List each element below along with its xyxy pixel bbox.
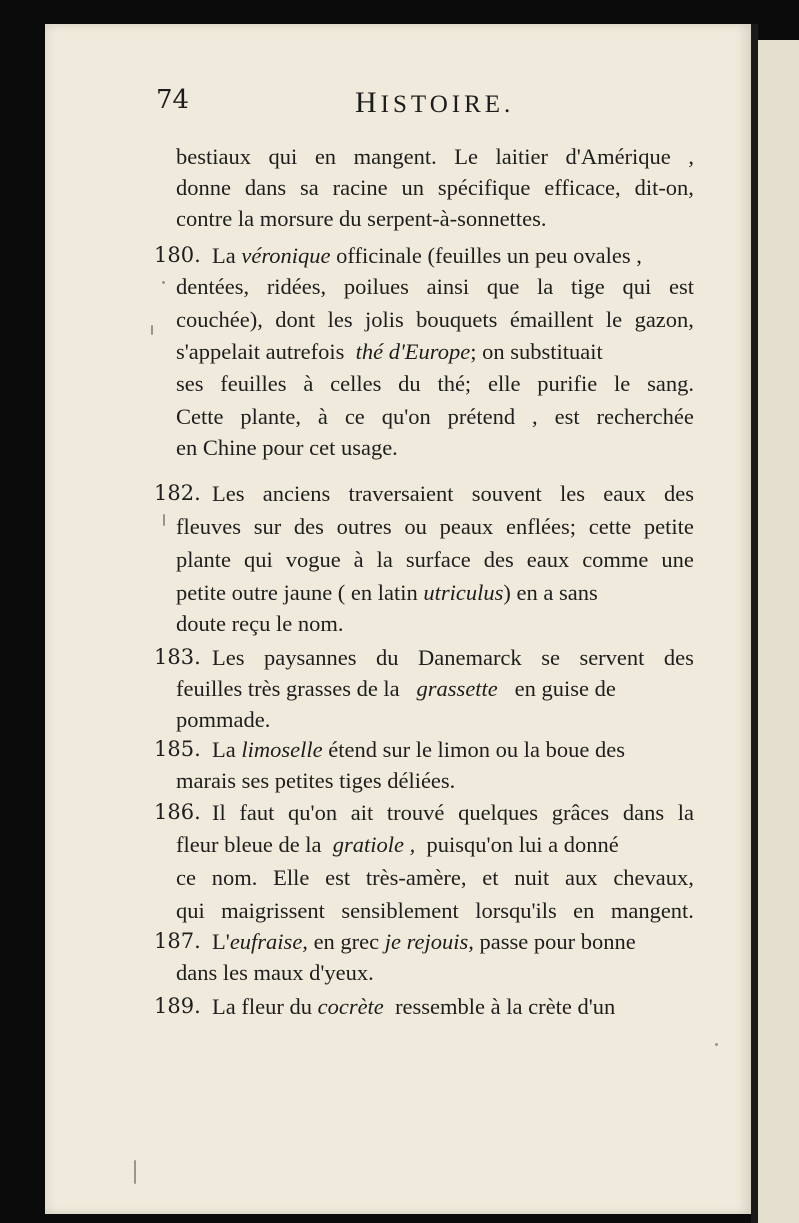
word: mangent.	[353, 144, 437, 169]
word: purifie	[537, 371, 598, 396]
word: se	[541, 645, 560, 670]
text-line	[212, 926, 694, 957]
word: la	[537, 274, 554, 299]
word: ressemble à la crète d'un	[395, 994, 616, 1019]
word: chevaux,	[613, 865, 694, 890]
word: très-amère,	[365, 865, 467, 890]
word: les	[559, 481, 585, 506]
word: sang.	[647, 371, 694, 396]
word: ce	[176, 865, 196, 890]
word: dans	[244, 175, 287, 200]
word: étend sur le limon ou la boue des	[328, 737, 626, 762]
word: à	[303, 371, 314, 396]
word: trouvé	[386, 800, 445, 825]
word: dont	[275, 307, 316, 332]
word: couchée),	[176, 307, 263, 332]
text-line	[176, 577, 694, 608]
text-line: marais ses petites tiges déliées.	[176, 768, 456, 793]
word: feuilles	[220, 371, 287, 396]
word: L'	[212, 929, 230, 954]
text-line	[176, 172, 694, 203]
text-line	[212, 734, 694, 765]
word: un	[401, 175, 425, 200]
word: outres	[336, 514, 392, 539]
word: qu'on	[381, 404, 431, 429]
entry-number: 189.	[154, 994, 201, 1018]
word: officinale (feuilles un peu ovales ,	[336, 243, 642, 268]
entry-number: 182.	[154, 481, 201, 505]
word: des	[663, 645, 694, 670]
word: les	[327, 307, 353, 332]
word: dit-on,	[634, 175, 694, 200]
italic-term: utriculus	[423, 580, 504, 605]
word: ainsi	[426, 274, 470, 299]
text-line	[176, 544, 694, 575]
word: en	[314, 144, 337, 169]
word: émaillent	[509, 307, 594, 332]
word: d'Amérique	[565, 144, 671, 169]
page-number: 74	[156, 85, 190, 115]
entry-number: 180.	[154, 243, 201, 267]
word: recherchée	[596, 404, 694, 429]
text-line	[176, 511, 694, 542]
word: peaux	[439, 514, 494, 539]
entry-number: 187.	[154, 929, 201, 953]
text-line	[176, 368, 694, 399]
text-line: pommade.	[176, 707, 271, 732]
word: est	[325, 865, 351, 890]
text-line: en Chine pour cet usage.	[176, 435, 398, 460]
text-line	[212, 797, 694, 828]
text-line	[212, 991, 694, 1022]
word: le	[614, 371, 631, 396]
text-line	[176, 673, 694, 704]
word: ,	[688, 144, 694, 169]
word: gazon,	[634, 307, 694, 332]
paper-speck	[134, 1160, 136, 1184]
italic-term: grassette	[416, 676, 498, 701]
word: petite outre jaune ( en latin	[176, 580, 418, 605]
word: Les	[212, 481, 245, 506]
text-line: doute reçu le nom.	[176, 611, 344, 636]
text-line	[176, 141, 694, 172]
italic-term: je rejouis,	[384, 929, 474, 954]
word: aux	[565, 865, 598, 890]
word: bestiaux	[176, 144, 251, 169]
word: du	[375, 645, 399, 670]
word: à	[317, 404, 328, 429]
word: qu'on	[288, 800, 338, 825]
word: Il	[212, 800, 226, 825]
word: vogue	[285, 547, 341, 572]
word: jolis	[365, 307, 404, 332]
word: qui	[268, 144, 298, 169]
word: puisqu'on lui a donné	[426, 832, 619, 857]
word: paysannes	[264, 645, 357, 670]
word: poilues	[343, 274, 409, 299]
text-line	[176, 895, 694, 926]
word: nom.	[211, 865, 258, 890]
word: Elle	[273, 865, 310, 890]
word: plante	[176, 547, 231, 572]
word: souvent	[471, 481, 542, 506]
word: Danemarck	[417, 645, 522, 670]
word: du	[398, 371, 421, 396]
word: Les	[212, 645, 245, 670]
word: efficace,	[544, 175, 621, 200]
word: en guise de	[514, 676, 616, 701]
italic-term: véronique	[241, 243, 331, 268]
word: lorsqu'ils	[475, 898, 557, 923]
word: elle	[487, 371, 521, 396]
word: petite	[643, 514, 694, 539]
running-head-initial: H	[355, 86, 381, 119]
word: fleur bleue de la	[176, 832, 322, 857]
word: sa	[300, 175, 319, 200]
word: Cette	[176, 404, 224, 429]
word: et	[482, 865, 499, 890]
word: fleuves	[176, 514, 241, 539]
italic-term: eufraise,	[229, 929, 308, 954]
word: qui	[176, 898, 205, 923]
word: anciens	[262, 481, 331, 506]
text-line	[176, 829, 694, 860]
word: ridées,	[266, 274, 327, 299]
word: ce	[344, 404, 365, 429]
word: thé;	[437, 371, 472, 396]
paper-speck	[163, 514, 165, 526]
word: passe pour bonne	[479, 929, 636, 954]
paper-speck	[715, 1043, 718, 1046]
word: qui	[622, 274, 652, 299]
text-line	[212, 478, 694, 509]
word: faut	[239, 800, 275, 825]
word: grâces	[551, 800, 610, 825]
word: donne	[176, 175, 231, 200]
word: une	[661, 547, 694, 572]
word: est	[668, 274, 694, 299]
word: ; on substituait	[470, 339, 603, 364]
word: nuit	[514, 865, 550, 890]
word: des	[483, 547, 514, 572]
word: la	[677, 800, 694, 825]
text-line	[176, 401, 694, 432]
word: dans	[622, 800, 665, 825]
italic-term: gratiole ,	[332, 832, 416, 857]
text-line: dans les maux d'yeux.	[176, 960, 374, 985]
text-line	[176, 862, 694, 893]
text-line	[176, 304, 694, 335]
word: La	[212, 243, 236, 268]
word: sensiblement	[341, 898, 459, 923]
italic-term: thé d'Europe	[355, 339, 471, 364]
word: celles	[330, 371, 382, 396]
word: Le	[454, 144, 478, 169]
word: La	[212, 737, 236, 762]
text-line	[176, 271, 694, 302]
word: prétend	[447, 404, 516, 429]
italic-term: limoselle	[241, 737, 323, 762]
entry-number: 183.	[154, 645, 201, 669]
word: feuilles très grasses de la	[176, 676, 400, 701]
word: eaux	[526, 547, 570, 572]
word: en	[573, 898, 595, 923]
word: dentées,	[176, 274, 250, 299]
paper-speck	[151, 325, 153, 335]
running-head-rest: ISTOIRE.	[380, 91, 515, 118]
text-line	[212, 240, 694, 271]
word: la	[376, 547, 393, 572]
word: le	[605, 307, 623, 332]
entry-number: 185.	[154, 737, 201, 761]
word: ses	[176, 371, 204, 396]
word: surface	[405, 547, 471, 572]
word: que	[486, 274, 520, 299]
word: La fleur du	[212, 994, 312, 1019]
word: traversaient	[348, 481, 454, 506]
word: laitier	[495, 144, 548, 169]
word: ou	[404, 514, 427, 539]
word: comme	[582, 547, 649, 572]
word: en grec	[313, 929, 380, 954]
word: qui	[243, 547, 273, 572]
word: servent	[579, 645, 645, 670]
word: enflées;	[506, 514, 576, 539]
word: des	[664, 481, 694, 506]
word: plante,	[240, 404, 301, 429]
word: est	[554, 404, 580, 429]
entry-number: 186.	[154, 800, 201, 824]
word: à	[353, 547, 364, 572]
word: sur	[253, 514, 282, 539]
word: ,	[532, 404, 538, 429]
text-line	[212, 642, 694, 673]
word: bouquets	[416, 307, 498, 332]
word: quelques	[458, 800, 539, 825]
word: racine	[332, 175, 388, 200]
word: ait	[350, 800, 374, 825]
word: maigrissent	[221, 898, 325, 923]
text-line	[176, 336, 694, 367]
italic-term: cocrète	[317, 994, 384, 1019]
word: mangent.	[610, 898, 694, 923]
word: des	[293, 514, 324, 539]
word: eaux	[603, 481, 646, 506]
paper-speck	[162, 281, 165, 284]
word: cette	[588, 514, 632, 539]
word: s'appelait autrefois	[176, 339, 345, 364]
text-line: contre la morsure du serpent-à-sonnettes.	[176, 206, 547, 231]
word: ) en a sans	[503, 580, 598, 605]
word: spécifique	[437, 175, 531, 200]
word: tige	[571, 274, 605, 299]
